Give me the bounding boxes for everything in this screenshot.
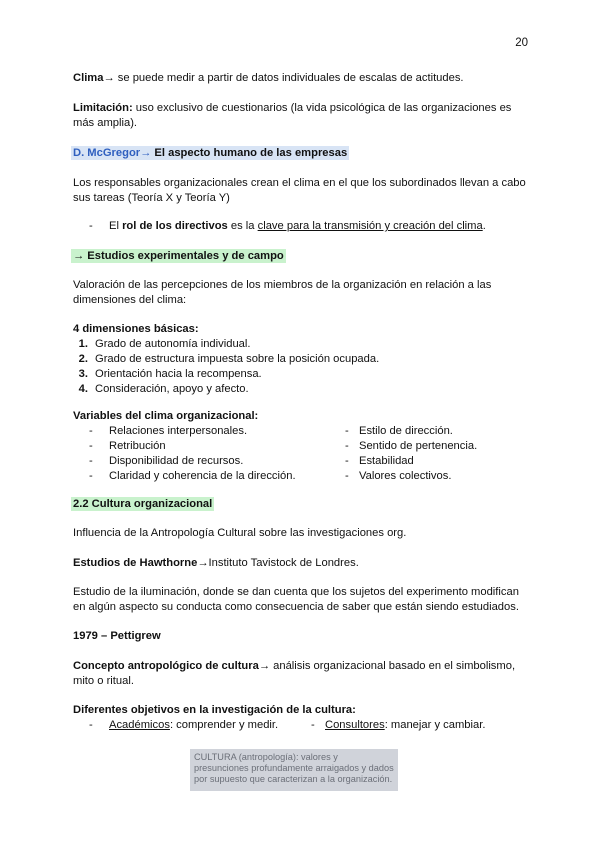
variables-block [73, 409, 533, 484]
limitacion-term: Limitación: [73, 102, 133, 114]
variables-title: Variables del clima organizacional: [73, 410, 259, 422]
list-item: - Valores colectivos. [345, 470, 452, 482]
clima-paragraph [73, 71, 533, 86]
estudios-heading-text: → Estudios experimentales y de campo [73, 250, 284, 262]
limitacion-paragraph [73, 101, 533, 131]
mcgregor-title: El aspecto humano de las empresas [151, 147, 348, 159]
list-item: - Relaciones interpersonales. [89, 425, 248, 437]
clima-term: Clima [73, 72, 104, 84]
list-item: - Académicos: comprender y medir. [89, 719, 279, 731]
list-item: - Consultores: manejar y cambiar. [311, 719, 486, 731]
iluminacion-paragraph: Estudio de la iluminación, donde se dan cuenta que los sujetos del experimento modifican en algún aspecto su conducta como consecuencia de saber que están siendo estudiados. [73, 586, 519, 613]
dimensiones-title: 4 dimensiones básicas: [73, 323, 199, 335]
page-number: 20 [515, 37, 528, 49]
concepto-term: Concepto antropológico de cultura [73, 660, 259, 672]
list-item: - Estilo de dirección. [345, 425, 453, 437]
rol-underlined: clave para la transmisión y creación del clima [257, 220, 483, 232]
list-item: 2. Grado de estructura impuesta sobre la posición ocupada. [78, 353, 380, 365]
list-item: - Estabilidad [345, 455, 414, 467]
concepto-paragraph [73, 659, 533, 689]
rol-post: . [482, 220, 486, 232]
influencia-paragraph: Influencia de la Antropología Cultural sobre las investigaciones org. [73, 527, 407, 539]
hawthorne-paragraph [73, 556, 533, 571]
valoracion-paragraph: Valoración de las percepciones de los miembros de la organización en relación a las dimensiones del clima: [73, 279, 492, 306]
cultura-definition-note: CULTURA (antropología): valores y presunciones profundamente arraigados y dados por supuesto que caracterizan a la organización. [190, 749, 398, 791]
list-item: - Retribución [89, 440, 166, 452]
rol-bold: rol de los directivos [122, 220, 228, 232]
dimensiones-block [73, 322, 533, 397]
cultura-heading-text: 2.2 Cultura organizacional [73, 498, 213, 510]
objetivos-block [73, 703, 533, 733]
list-item: 3. Orientación hacia la recompensa. [78, 368, 262, 380]
responsables-paragraph: Los responsables organizacionales crean el clima en el que los subordinados llevan a cabo sus tareas (Teoría X y Teoría Y) [73, 177, 526, 204]
limitacion-text: uso exclusivo de cuestionarios (la vida psicológica de las organizaciones es más amplia). [73, 102, 512, 129]
rol-mid: es la [227, 220, 258, 232]
mcgregor-heading [73, 146, 533, 161]
clima-text: → se puede medir a partir de datos individuales de escalas de actitudes. [103, 72, 464, 84]
rol-pre: El [109, 220, 123, 232]
estudios-heading [73, 249, 533, 264]
list-item: 4. Consideración, apoyo y afecto. [78, 383, 249, 395]
mcgregor-label: D. McGregor→ [73, 147, 152, 159]
rol-bullet: - El rol de los directivos es la clave para la transmisión y creación del clima. [89, 220, 486, 232]
list-item: - Disponibilidad de recursos. [89, 455, 244, 467]
list-item: - Sentido de pertenencia. [345, 440, 478, 452]
objetivos-title: Diferentes objetivos en la investigación de la cultura: [73, 704, 356, 716]
hawthorne-term: Estudios de Hawthorne [73, 557, 198, 569]
concepto-text: → análisis organizacional basado en el simbolismo, mito o ritual. [73, 660, 516, 687]
cultura-heading [73, 497, 533, 512]
list-item: 1. Grado de autonomía individual. [78, 338, 251, 350]
pettigrew-heading: 1979 – Pettigrew [73, 630, 161, 642]
hawthorne-text: →Instituto Tavistock de Londres. [197, 557, 359, 569]
list-item: - Claridad y coherencia de la dirección. [89, 470, 296, 482]
